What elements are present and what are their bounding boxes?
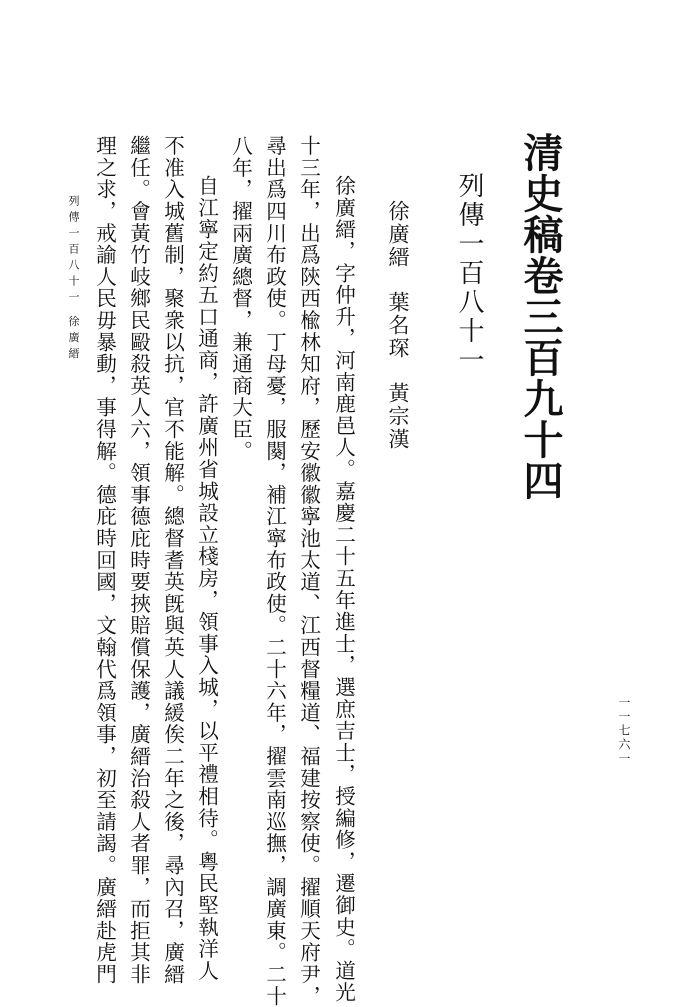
subject-name: 黃宗漢 bbox=[386, 382, 410, 451]
chapter-title: 列傳一百八十一 bbox=[454, 172, 484, 375]
subject-names bbox=[387, 200, 408, 451]
text-column: 自江寧定約五口通商，許廣州省城設立棧房，領事入城，以平禮相待。粵民堅執洋人 bbox=[194, 175, 219, 982]
text-column: 理之求，戒諭人民毋暴動，事得解。德庇時回國，文翰代爲領事，初至請謁。廣縉赴虎門 bbox=[92, 135, 117, 986]
text-column: 十三年，出爲陝西楡林知府，歷安徽徽寧池太道、江西督糧道、福建按察使。擢順天府尹， bbox=[296, 135, 321, 1007]
text-column: 繼任。會黃竹岐鄉民毆殺英人六，領事德庇時要挾賠償保護，廣縉治殺人者罪，而拒其非 bbox=[126, 135, 151, 986]
margin-header: 列傳一百八十一 徐廣縉 bbox=[67, 195, 80, 364]
text-column: 八年，擢兩廣總督，兼通商大臣。 bbox=[228, 135, 253, 462]
page-number: 一一七六一 bbox=[617, 696, 631, 766]
subject-name: 葉名琛 bbox=[386, 291, 410, 360]
text-column: 尋出爲四川布政使。丁母憂，服闋，補江寧布政使。二十六年，擢雲南巡撫，調廣東。二十 bbox=[262, 135, 287, 1007]
text-column: 徐廣縉，字仲升，河南鹿邑人。嘉慶二十五年進士，選庶吉士，授編修，遷御史。道光 bbox=[331, 175, 356, 1004]
volume-title: 清史稿卷三百九十四 bbox=[517, 132, 564, 501]
text-column: 不准入城舊制，聚衆以抗，官不能解。總督耆英旣與英人議緩俟二年之後，尋內召，廣縉 bbox=[160, 135, 185, 986]
subject-name: 徐廣縉 bbox=[386, 200, 410, 269]
